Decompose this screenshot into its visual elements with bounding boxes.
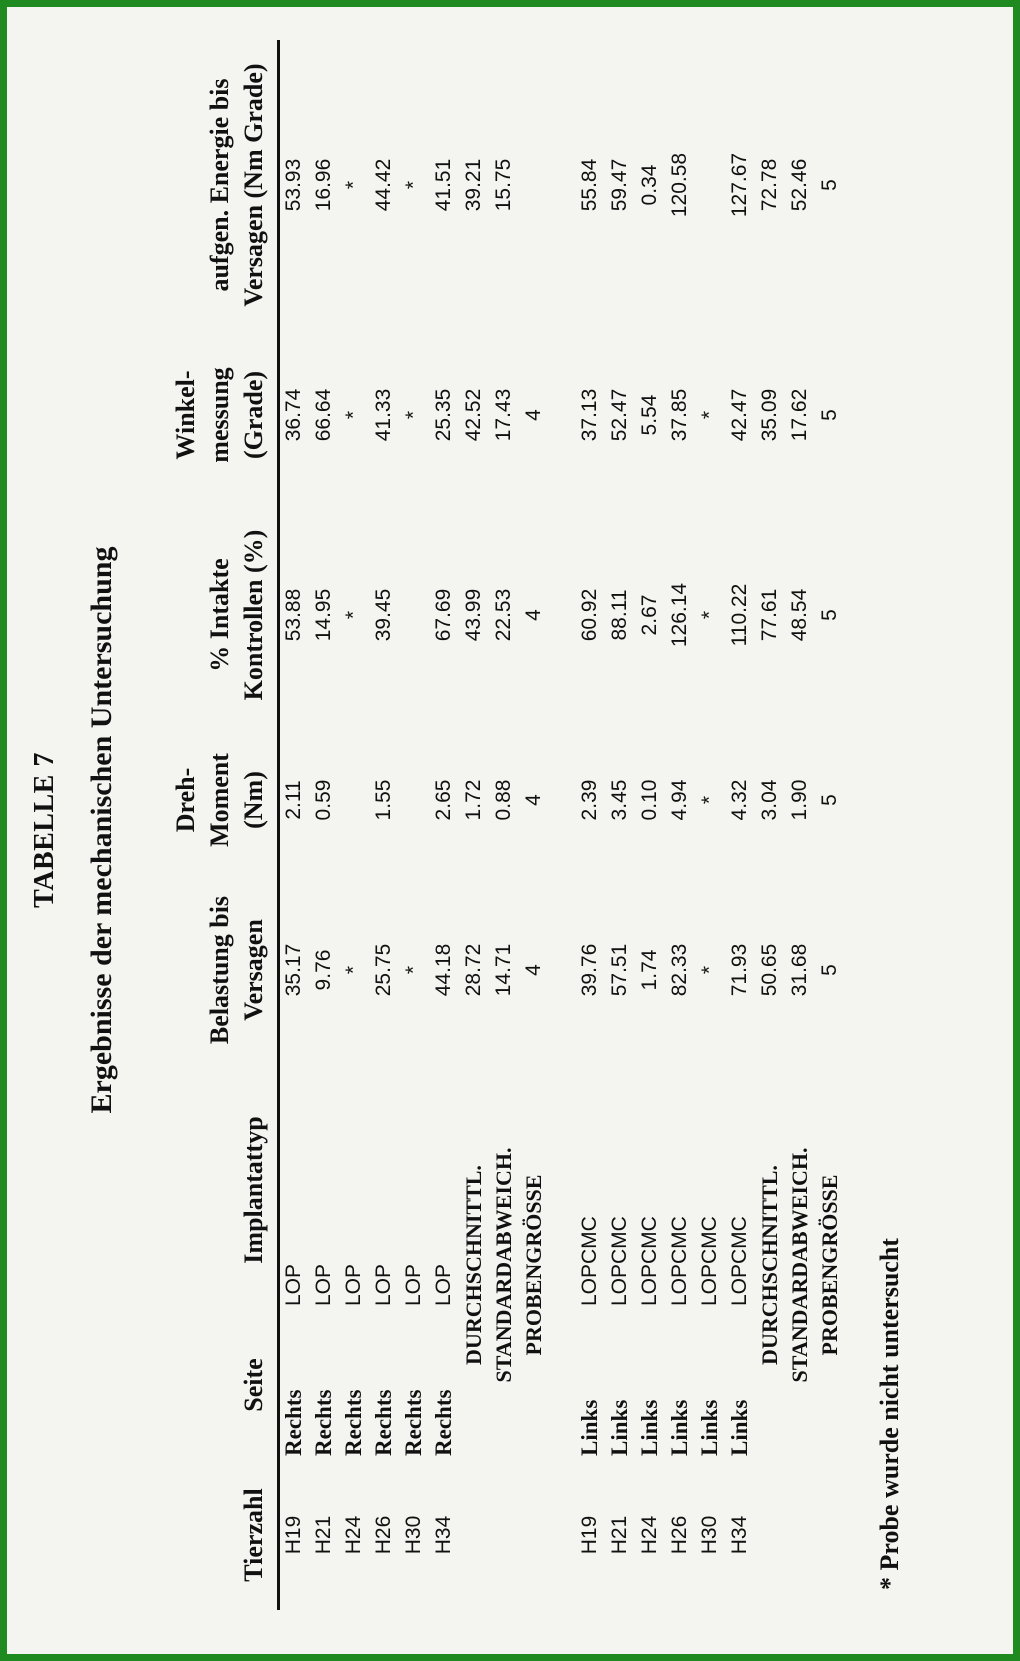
cell-dreh: 2.65 — [432, 779, 455, 821]
cell-energie: 0.34 — [638, 164, 661, 206]
cell-dreh: 2.11 — [282, 780, 305, 820]
cell-belastung: 25.75 — [372, 943, 395, 997]
stat-intakt: 4 — [522, 609, 545, 621]
stat-winkel: 17.43 — [492, 388, 515, 442]
cell-seite: Links — [637, 1399, 662, 1456]
table-row — [695, 40, 725, 1610]
cell-tierzahl: H21 — [608, 1515, 631, 1555]
cell-dreh: 0.10 — [638, 779, 661, 821]
table-row — [339, 40, 369, 1610]
page — [7, 7, 1013, 1654]
cell-dreh — [399, 730, 429, 870]
stat-winkel: 5 — [818, 409, 841, 421]
table-row — [399, 40, 429, 1610]
stat-energie: 39.21 — [462, 158, 485, 212]
results-table — [135, 40, 845, 1610]
cell-empty — [815, 1460, 845, 1610]
cell-tierzahl: H26 — [668, 1515, 691, 1555]
cell-energie: 127.67 — [728, 152, 751, 218]
cell-seite: Rechts — [431, 1389, 456, 1456]
stat-dreh: 1.72 — [462, 779, 485, 821]
cell-implantattyp: LOPCMC — [698, 1216, 721, 1306]
table-row — [309, 40, 339, 1610]
cell-seite: Links — [667, 1399, 692, 1456]
stat-dreh: 3.04 — [758, 779, 781, 821]
table-row — [575, 40, 605, 1610]
cell-empty — [755, 1460, 785, 1610]
table-row — [429, 40, 459, 1610]
cell-dreh: 2.39 — [578, 779, 601, 821]
cell-empty — [459, 1460, 489, 1610]
cell-belastung: * — [342, 965, 365, 975]
cell-energie: 55.84 — [578, 158, 601, 212]
cell-belastung: * — [698, 965, 721, 975]
cell-tierzahl: H34 — [728, 1515, 751, 1555]
table-row — [725, 40, 755, 1610]
stat-label: PROBENGRÖSSE — [521, 1174, 546, 1356]
cell-winkel: 36.74 — [282, 388, 305, 442]
cell-intakt: 60.92 — [578, 588, 601, 642]
header-drehmoment: Dreh- Moment (Nm) — [171, 753, 268, 847]
stat-belastung: 28.72 — [462, 943, 485, 997]
cell-energie: 59.47 — [608, 158, 631, 212]
stats-row — [815, 40, 845, 1610]
stat-label: PROBENGRÖSSE — [817, 1174, 842, 1356]
cell-intakt: 53.88 — [282, 588, 305, 642]
cell-dreh: 4.94 — [668, 779, 691, 821]
header-belastung: Belastung bis Versagen — [205, 895, 268, 1045]
cell-tierzahl: H19 — [282, 1515, 305, 1555]
cell-belastung: 39.76 — [578, 943, 601, 997]
cell-seite: Links — [697, 1399, 722, 1456]
cell-implantattyp: LOP — [432, 1263, 455, 1306]
cell-intakt — [399, 500, 429, 730]
header-energie: aufgen. Energie bis Versagen (Nm Grade) — [205, 63, 268, 307]
cell-energie: 16.96 — [312, 158, 335, 212]
cell-intakt: 2.67 — [638, 594, 661, 636]
stat-intakt: 22.53 — [492, 588, 515, 642]
table-row — [605, 40, 635, 1610]
cell-empty — [519, 1460, 549, 1610]
stats-row — [489, 40, 519, 1610]
stat-dreh: 5 — [818, 794, 841, 806]
cell-tierzahl: H34 — [432, 1515, 455, 1555]
cell-belastung: 35.17 — [282, 943, 305, 997]
header-seite: Seite — [239, 1358, 268, 1412]
cell-seite: Links — [727, 1399, 752, 1456]
cell-seite: Rechts — [341, 1389, 366, 1456]
cell-energie: * — [342, 180, 365, 190]
stat-winkel: 4 — [522, 409, 545, 421]
table-row — [279, 40, 309, 1610]
footnote: * Probe wurde nicht untersucht — [875, 1238, 904, 1590]
cell-implantattyp: LOPCMC — [608, 1216, 631, 1306]
stats-row — [755, 40, 785, 1610]
cell-intakt: 14.95 — [312, 588, 335, 642]
stat-energie: 5 — [818, 179, 841, 191]
stat-dreh: 0.88 — [492, 779, 515, 821]
cell-empty — [489, 1460, 519, 1610]
cell-tierzahl: H30 — [698, 1515, 721, 1555]
cell-winkel: 42.47 — [728, 388, 751, 442]
cell-energie: 120.58 — [668, 152, 691, 218]
cell-winkel: 52.47 — [608, 388, 631, 442]
cell-winkel: * — [402, 410, 425, 420]
stat-energie: 52.46 — [788, 158, 811, 212]
stat-dreh: 4 — [522, 794, 545, 806]
cell-winkel: 5.54 — [638, 394, 661, 436]
stat-winkel: 42.52 — [462, 388, 485, 442]
stat-winkel: 35.09 — [758, 388, 781, 442]
cell-implantattyp: LOPCMC — [668, 1216, 691, 1306]
cell-intakt: 126.14 — [668, 582, 691, 648]
cell-energie: 44.42 — [372, 158, 395, 212]
cell-belastung: 71.93 — [728, 943, 751, 997]
cell-tierzahl: H24 — [638, 1515, 661, 1555]
cell-empty — [785, 1460, 815, 1610]
cell-implantattyp: LOP — [402, 1263, 425, 1306]
cell-winkel: 41.33 — [372, 388, 395, 442]
table-body — [279, 40, 845, 1610]
cell-winkel: 25.35 — [432, 388, 455, 442]
cell-intakt: 67.69 — [432, 588, 455, 642]
cell-belastung: 9.76 — [312, 949, 335, 991]
header-winkelmessung: Winkel- messung (Grade) — [171, 367, 268, 463]
cell-implantattyp: LOP — [342, 1263, 365, 1306]
stat-belastung: 14.71 — [492, 943, 515, 997]
cell-energie: 41.51 — [432, 158, 455, 212]
cell-seite: Rechts — [311, 1389, 336, 1456]
stat-belastung: 31.68 — [788, 943, 811, 997]
cell-winkel: 37.13 — [578, 388, 601, 442]
header-intakte-kontrollen: % Intakte Kontrollen (%) — [205, 529, 268, 701]
cell-dreh: 1.55 — [372, 779, 395, 821]
cell-energie: * — [402, 180, 425, 190]
stat-intakt: 43.99 — [462, 588, 485, 642]
stat-label: STANDARDABWEICH. — [787, 1147, 812, 1383]
table-subtitle: Ergebnisse der mechanischen Untersuchung — [85, 546, 118, 1114]
cell-dreh — [339, 730, 369, 870]
stats-row — [519, 40, 549, 1610]
cell-implantattyp: LOP — [312, 1263, 335, 1306]
cell-tierzahl: H19 — [578, 1515, 601, 1555]
stat-belastung: 5 — [818, 964, 841, 976]
cell-belastung: 82.33 — [668, 943, 691, 997]
stat-belastung: 50.65 — [758, 943, 781, 997]
stats-row — [459, 40, 489, 1610]
cell-intakt: 110.22 — [728, 583, 751, 647]
stat-energie: 15.75 — [492, 158, 515, 212]
cell-tierzahl: H30 — [402, 1515, 425, 1555]
stat-dreh: 1.90 — [788, 779, 811, 821]
cell-dreh: 4.32 — [728, 779, 751, 821]
cell-implantattyp: LOPCMC — [578, 1216, 601, 1306]
cell-seite: Rechts — [401, 1389, 426, 1456]
cell-winkel: * — [342, 410, 365, 420]
spacer-cell — [549, 40, 575, 1610]
header-row — [135, 40, 279, 1610]
cell-implantattyp: LOP — [372, 1263, 395, 1306]
stat-winkel: 17.62 — [788, 388, 811, 442]
cell-belastung: 57.51 — [608, 943, 631, 997]
table-row — [665, 40, 695, 1610]
cell-intakt: 39.45 — [372, 588, 395, 642]
cell-tierzahl: H24 — [342, 1515, 365, 1555]
cell-seite: Rechts — [371, 1389, 396, 1456]
cell-implantattyp: LOP — [282, 1263, 305, 1306]
cell-dreh: 0.59 — [312, 779, 335, 821]
cell-intakt: * — [342, 610, 365, 620]
cell-intakt: 88.11 — [608, 589, 631, 641]
cell-seite: Links — [607, 1399, 632, 1456]
table-row — [635, 40, 665, 1610]
table-row — [369, 40, 399, 1610]
cell-dreh: * — [698, 795, 721, 805]
cell-intakt: * — [698, 610, 721, 620]
cell-belastung: 1.74 — [638, 949, 661, 991]
stat-belastung: 4 — [522, 964, 545, 976]
cell-energie: 53.93 — [282, 158, 305, 212]
cell-implantattyp: LOPCMC — [638, 1216, 661, 1306]
cell-belastung: 44.18 — [432, 943, 455, 997]
stat-label: STANDARDABWEICH. — [491, 1147, 516, 1383]
stat-intakt: 77.61 — [758, 588, 781, 642]
stats-row — [785, 40, 815, 1610]
cell-energie — [695, 40, 725, 330]
table-title: TABELLE 7 — [29, 752, 60, 908]
stat-label: DURCHSCHNITTL. — [757, 1165, 782, 1365]
cell-seite: Links — [577, 1399, 602, 1456]
header-tierzahl: Tierzahl — [239, 1488, 268, 1582]
cell-winkel: 37.85 — [668, 388, 691, 442]
stat-intakt: 5 — [818, 609, 841, 621]
cell-dreh: 3.45 — [608, 779, 631, 821]
cell-belastung: * — [402, 965, 425, 975]
cell-tierzahl: H21 — [312, 1515, 335, 1555]
stat-energie: 72.78 — [758, 158, 781, 212]
cell-tierzahl: H26 — [372, 1515, 395, 1555]
cell-winkel: * — [698, 410, 721, 420]
stat-intakt: 48.54 — [788, 588, 811, 642]
stat-energie — [519, 40, 549, 330]
header-implantattyp: Implantattyp — [239, 1116, 268, 1264]
cell-implantattyp: LOPCMC — [728, 1216, 751, 1306]
rotated-table-page — [15, 20, 1005, 1640]
cell-winkel: 66.64 — [312, 388, 335, 442]
cell-seite: Rechts — [281, 1389, 306, 1456]
group-spacer — [549, 40, 575, 1610]
stat-label: DURCHSCHNITTL. — [461, 1165, 486, 1365]
